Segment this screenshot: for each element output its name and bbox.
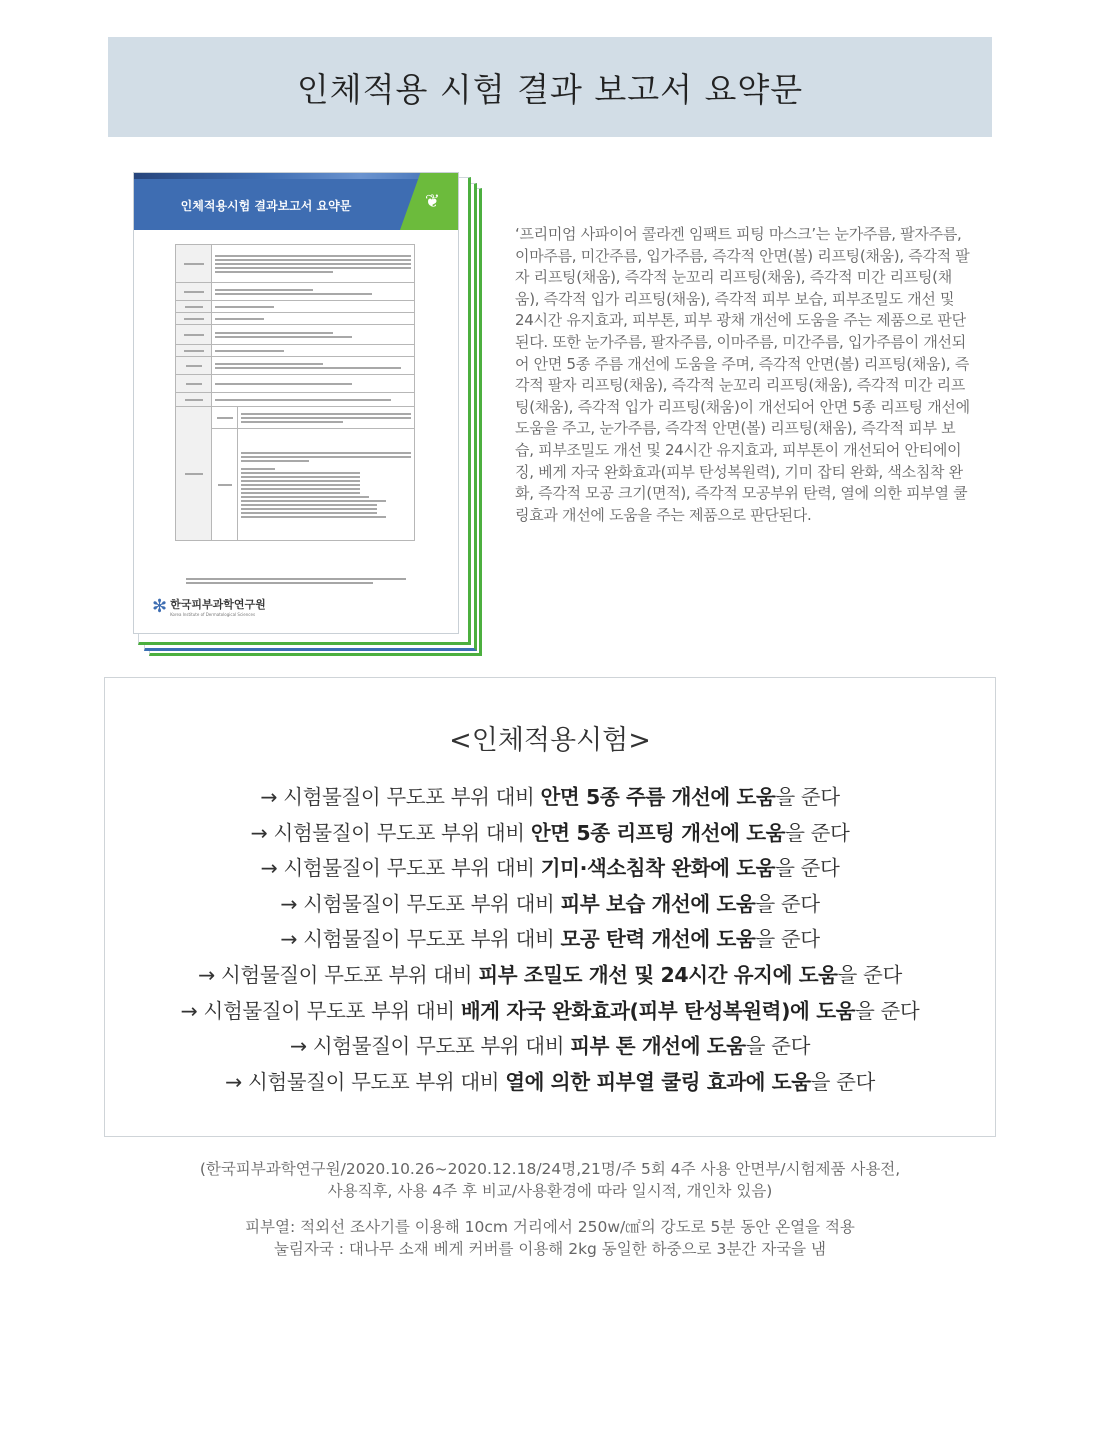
- title-banner: [108, 37, 992, 137]
- document-table: [175, 244, 415, 541]
- list-item: → 시험물질이 무도포 부위 대비 안면 5종 리프팅 개선에 도움을 준다: [250, 820, 850, 845]
- list-item: → 시험물질이 무도포 부위 대비 모공 탄력 개선에 도움을 준다: [280, 927, 820, 952]
- document-title: 인체적용시험 결과보고서 요약문: [180, 199, 352, 213]
- list-item: → 시험물질이 무도포 부위 대비 배게 자국 완화효과(피부 탄성복원력)에 도움을 준다: [180, 998, 920, 1023]
- document-sheet-front: [133, 172, 459, 634]
- test-results-list: [105, 780, 995, 1100]
- source-note: [100, 1158, 1000, 1202]
- header-stripe: [134, 173, 458, 179]
- page-title: 인체적용 시험 결과 보고서 요약문: [296, 69, 804, 109]
- test-heading: <인체적용시험>: [449, 725, 651, 756]
- report-document-image: [133, 172, 483, 657]
- source-note-line: 사용직후, 사용 4주 후 비교/사용환경에 따라 일시적, 개인차 있음): [327, 1182, 773, 1200]
- method-note-line: 눌림자국 : 대나무 소재 베게 커버를 이용해 2kg 동일한 하중으로 3분간 자국을 냄: [273, 1240, 827, 1258]
- institute-subtitle: Korea Institute of Dermatological Sciences: [170, 612, 256, 617]
- institute-logo-icon: ✻: [152, 596, 168, 617]
- list-item: → 시험물질이 무도포 부위 대비 피부 조밀도 개선 및 24시간 유지에 도움을 준다: [198, 962, 902, 987]
- leaf-icon: ❦: [424, 191, 440, 212]
- list-item: → 시험물질이 무도포 부위 대비 열에 의한 피부열 쿨링 효과에 도움을 준다: [225, 1069, 875, 1094]
- test-results-box: [104, 677, 996, 1137]
- method-note: [100, 1216, 1000, 1260]
- list-item: → 시험물질이 무도포 부위 대비 피부 톤 개선에 도움을 준다: [290, 1034, 810, 1059]
- institute-name: 한국피부과학연구원: [170, 598, 266, 611]
- summary-paragraph: ‘프리미엄 사파이어 콜라겐 임팩트 피팅 마스크’는 눈가주름, 팔자주름, 이마주름, 미간주름, 입가주름, 즉각적 안면(볼) 리프팅(채움), 즉각적 팔자 리프팅(채움), 즉각적 눈꼬리 리프팅(채움), 즉각적 미간 리프팅(채움), 즉각적 입가 리프팅(채움), 즉각적 피부 보습, 피부조밀도 개선 및 24시간 유지효과, 피부톤, 피부 광채 개선에 도움을 주는 제품으로 판단된다. 또한 눈가주름, 팔자주름, 이마주름, 미간주름, 입가주름이 개선되어 안면 5종 주름 개선에 도움을 주며, 즉각적 안면(볼) 리프팅(채움), 즉각적 팔자 리프팅(채움), 즉각적 눈꼬리 리프팅(채움), 즉각적 미간 리프팅(채움), 즉각적 입가 리프팅(채움)이 개선되어 안면 5종 리프팅 개선에 도움을 주고, 눈가주름, 즉각적 안면(볼) 리프팅(채움), 즉각적 피부 보습, 피부조밀도 개선 및 24시간 유지효과, 피부톤이 개선되어 안티에이징, 베게 자국 완화효과(피부 탄성복원력), 기미 잡티 완화, 색소침착 완화, 즉각적 모공 크기(면적), 즉각적 모공부위 탄력, 열에 의한 피부열 쿨링효과 개선에 도움을 주는 제품으로 판단된다.: [515, 225, 970, 524]
- document-header: [134, 173, 458, 230]
- institute-logo: [152, 596, 266, 617]
- source-note-line: (한국피부과학연구원/2020.10.26~2020.12.18/24명,21명/주 5회 4주 사용 안면부/시험제품 사용전,: [199, 1160, 901, 1178]
- list-item: → 시험물질이 무도포 부위 대비 안면 5종 주름 개선에 도움을 준다: [260, 785, 840, 809]
- method-note-line: 피부열: 적외선 조사기를 이용해 10cm 거리에서 250w/㎠의 강도로 5분 동안 온열을 적용: [245, 1218, 855, 1236]
- document-footnote: [186, 576, 406, 586]
- list-item: → 시험물질이 무도포 부위 대비 기미·색소침착 완화에 도움을 준다: [260, 856, 840, 881]
- list-item: → 시험물질이 무도포 부위 대비 피부 보습 개선에 도움을 준다: [280, 891, 820, 916]
